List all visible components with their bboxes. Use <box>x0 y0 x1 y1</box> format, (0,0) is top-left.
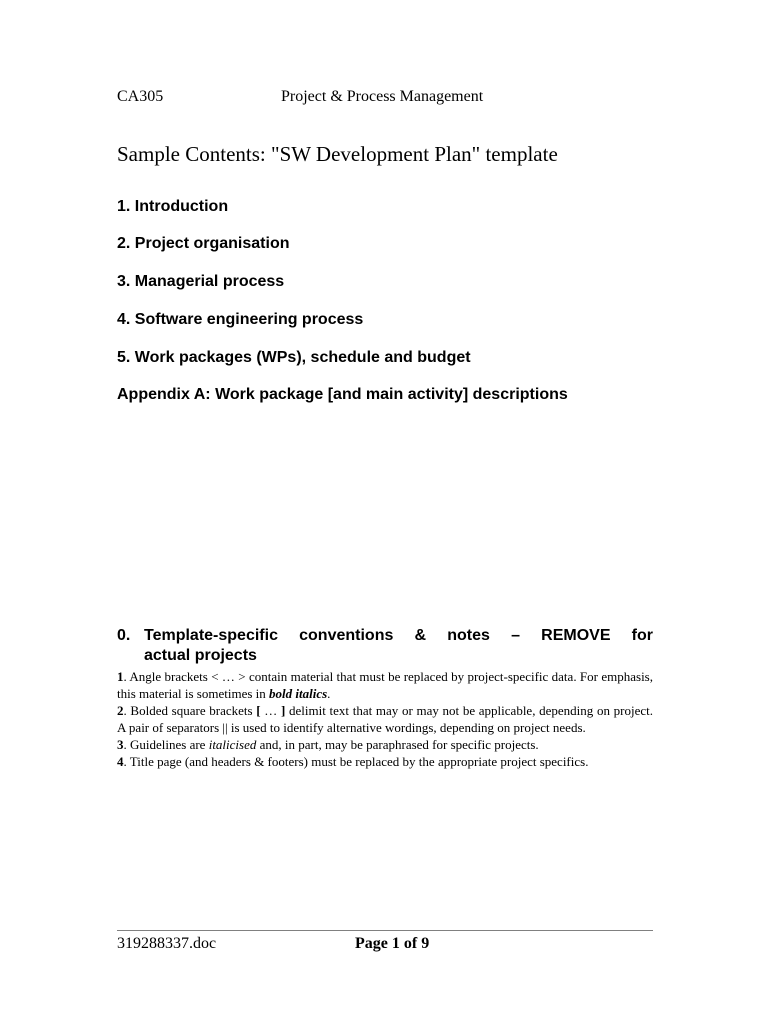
note-1-number: 1 <box>117 669 124 684</box>
note-3 <box>117 736 653 753</box>
note-1-end: . <box>327 686 331 701</box>
footer-filename: 319288337.doc <box>117 935 217 952</box>
section-0-heading <box>117 626 653 666</box>
note-1-text: . Angle brackets < … > contain material that must be replaced by project-specific data. For emphasis, this material is sometimes in <box>117 669 653 701</box>
note-2-text: . Bolded square brackets <box>123 703 257 718</box>
header-course-code: CA305 <box>117 88 164 105</box>
note-3-text: . Guidelines are <box>123 737 209 752</box>
header-subject: Project & Process Management <box>281 88 484 105</box>
document-title: Sample Contents: "SW Development Plan" template <box>117 142 558 166</box>
section-0-heading-line2: actual projects <box>144 647 257 664</box>
section-0-heading-line1: Template-specific conventions & notes – REMOVE for <box>144 627 653 644</box>
toc-item-work-packages: 5. Work packages (WPs), schedule and budget <box>117 349 471 366</box>
note-3-emphasis: italicised <box>208 737 257 752</box>
note-3-number: 3 <box>117 737 124 752</box>
toc-item-appendix-a: Appendix A: Work package [and main activity] descriptions <box>117 386 568 403</box>
section-0-number: 0. <box>117 627 131 644</box>
note-1 <box>117 668 653 702</box>
note-1-emphasis: bold italics <box>269 686 328 701</box>
conventions-notes <box>117 668 653 770</box>
note-3-end: and, in part, may be paraphrased for specific projects. <box>256 737 539 752</box>
footer-page-number: Page 1 of 9 <box>355 935 430 952</box>
toc-item-introduction: 1. Introduction <box>117 198 229 215</box>
toc-item-project-organisation: 2. Project organisation <box>117 235 290 252</box>
note-2-number: 2 <box>117 703 124 718</box>
note-4-text: . Title page (and headers & footers) must be replaced by the appropriate project specifics. <box>123 754 589 769</box>
note-2-ellipsis: … <box>260 703 281 718</box>
note-2 <box>117 702 653 736</box>
toc-item-software-engineering-process: 4. Software engineering process <box>117 311 364 328</box>
note-4 <box>117 753 653 770</box>
note-2-bracket-close: ] <box>281 703 286 718</box>
note-4-number: 4 <box>117 754 124 769</box>
note-2-bracket-open: [ <box>256 703 261 718</box>
footer-divider <box>117 930 653 931</box>
note-2-rest: delimit text that may or may not be applicable, depending on project. A pair of separators || is used to identify alternative wordings, depending on project needs. <box>117 703 654 735</box>
toc-item-managerial-process: 3. Managerial process <box>117 273 285 290</box>
